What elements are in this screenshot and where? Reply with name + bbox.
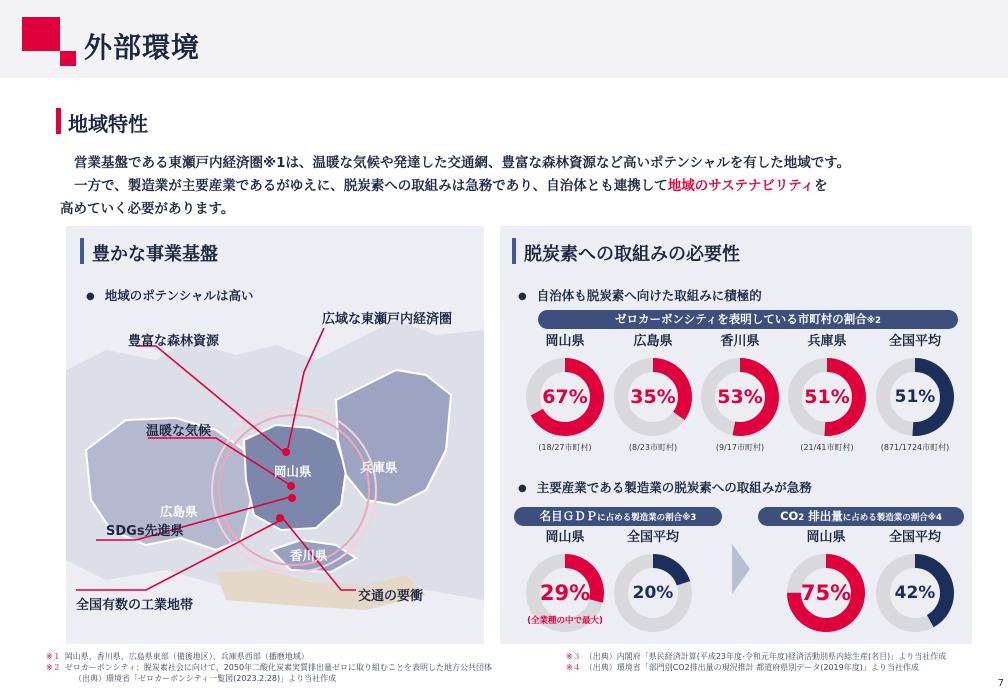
right-panel-title-bar — [512, 238, 516, 264]
page-title: 外部環境 — [84, 31, 201, 64]
brand-square-icon — [22, 17, 60, 51]
donut-chart — [612, 356, 694, 438]
map-label-kagawa: 香川県 — [290, 548, 328, 563]
section-accent-bar — [56, 108, 61, 134]
donut-chart — [874, 552, 956, 634]
intro-line-1: 営業基盤である東瀬戸内経済圏※1は、温暖な気候や発達した交通網、豊富な森林資源など高いポテンシャルを有した地域です。 — [74, 155, 851, 171]
footnote-3-mark: ※３ — [566, 652, 581, 661]
footnote-2-mark: ※２ — [46, 663, 61, 672]
donut-subtext: (21/41市町村) — [800, 443, 854, 452]
footnote-4-mark: ※４ — [566, 663, 581, 672]
zero-carbon-pill-text: ゼロカーボンシティを表明している市町村の割合 — [615, 312, 867, 326]
label-industry: 全国有数の工業地帯 — [76, 598, 194, 613]
zero-carbon-pill — [538, 310, 958, 329]
label-climate: 温暖な気候 — [146, 424, 212, 439]
map-label-hyogo: 兵庫県 — [360, 460, 398, 475]
donut-label: 岡山県 — [545, 334, 585, 349]
donut-chart — [699, 356, 781, 438]
intro-text — [60, 152, 960, 221]
donut-label: 全国平均 — [888, 530, 941, 545]
label-traffic: 交通の要衝 — [358, 589, 424, 604]
donut-chart — [786, 356, 868, 438]
gdp-pill-small: に占める製造業の割合 — [597, 513, 683, 523]
left-panel-bullet: ● 地域のポテンシャルは高い — [86, 286, 254, 304]
donut-chart — [612, 552, 694, 634]
donut-label: 兵庫県 — [807, 334, 847, 349]
page-number: 7 — [997, 678, 1004, 689]
right-panel-bullet-2: ● 主要産業である製造業の脱炭素への取組みが急務 — [518, 478, 812, 496]
donut-chart — [524, 356, 606, 438]
zero-carbon-pill-note: ※2 — [866, 316, 881, 326]
co2-pill-main: CO — [780, 509, 799, 523]
donut-value: 51% — [804, 386, 850, 408]
donut-label: 岡山県 — [545, 530, 585, 545]
donut-chart — [874, 356, 956, 438]
donut-label: 岡山県 — [806, 530, 846, 545]
footnote-3 — [566, 652, 946, 662]
donut-value: 35% — [630, 386, 676, 408]
donut-label: 全国平均 — [888, 334, 941, 349]
donut-label: 広島県 — [633, 334, 673, 349]
co2-pill — [758, 507, 964, 526]
footnote-4 — [566, 663, 919, 673]
footnote-3-text: （出典）内閣府「県民経済計算(平成23年度-令和元年度)経済活動別県内総生産(名目)」より当社作成 — [584, 652, 947, 661]
donut-label: 全国平均 — [626, 530, 679, 545]
donut-value: 42% — [894, 583, 936, 603]
footnote-1 — [46, 652, 309, 662]
map-dot-1 — [282, 448, 290, 456]
brand-small-square-icon — [60, 51, 76, 66]
intro-line-2-text: 一方で、製造業が主要産業であるがゆえに、脱炭素への取組みは急務であり、自治体とも連携して — [74, 178, 668, 194]
sustainability-highlight: 地域のサステナビリティ — [667, 178, 815, 194]
gdp-pill-main: 名目ＧＤＰ — [539, 509, 598, 523]
co2-pill-note: ※4 — [927, 513, 942, 523]
map-label-hiroshima: 広島県 — [160, 504, 198, 519]
footnote-4-text: （出典）環境省「部門別CO2排出量の現況推計 都道府県別データ(2019年度)」より当社作成 — [584, 663, 919, 672]
gdp-pill — [514, 507, 722, 526]
donut-subtext: (9/17市町村) — [715, 443, 765, 452]
donut-value: 67% — [542, 386, 588, 408]
donut-value: 29% — [539, 581, 591, 605]
intro-line-2-end: を — [814, 178, 828, 194]
gdp-pill-note: ※3 — [682, 513, 697, 523]
left-panel-title-bar — [80, 238, 84, 264]
intro-line-3: 高めていく必要があります。 — [60, 201, 235, 217]
arrow-right-icon — [730, 544, 750, 594]
right-panel-title: 脱炭素への取組みの必要性 — [524, 244, 740, 265]
map-dot-2 — [287, 482, 295, 490]
label-economic-region: 広域な東瀬戸内経済圏 — [322, 312, 453, 327]
footnote-2-source: （出典）環境省「ゼロカーボンシティ一覧図(2023.2.28)」より当社作成 — [74, 674, 337, 683]
footnote-1-mark: ※１ — [46, 652, 61, 661]
footnote-2 — [46, 663, 492, 673]
label-sdgs: SDGs先進県 — [106, 524, 184, 539]
map-dot-4 — [276, 514, 284, 522]
map-label-okayama: 岡山県 — [274, 464, 312, 479]
donut-value: 75% — [800, 581, 852, 605]
donut-label: 香川県 — [720, 334, 760, 349]
left-panel-title: 豊かな事業基盤 — [92, 244, 218, 265]
map-dot-3 — [288, 494, 296, 502]
donut-value: 53% — [717, 386, 763, 408]
co2-pill-sub: 2 — [798, 513, 805, 523]
right-panel-bullet-1: ● 自治体も脱炭素へ向けた取組みに積極的 — [518, 286, 762, 304]
donut-subtext: (18/27市町村) — [538, 443, 592, 452]
donut-value: 51% — [894, 387, 936, 407]
donut-subtext: (全業種の中で最大) — [527, 616, 603, 626]
donut-subtext: (8/23市町村) — [628, 443, 678, 452]
section-title: 地域特性 — [68, 112, 148, 136]
footnote-1-text: 岡山県、香川県、広島県東部（備後地区）、兵庫県西部（播磨地域） — [64, 652, 309, 661]
co2-pill-small: に占める製造業の割合 — [842, 513, 928, 523]
footnote-2-text: ゼロカーボンシティ：脱炭素社会に向けて、2050年二酸化炭素実質排出量ゼロに取り組むことを表明した地方公共団体 — [64, 663, 493, 672]
donut-value: 20% — [632, 583, 674, 603]
donut-chart — [785, 552, 867, 634]
donut-subtext: (871/1724市町村) — [880, 443, 950, 452]
intro-line-2 — [60, 175, 960, 198]
label-forest: 豊富な森林資源 — [128, 334, 220, 349]
co2-pill-mid: 排出量 — [804, 509, 843, 523]
